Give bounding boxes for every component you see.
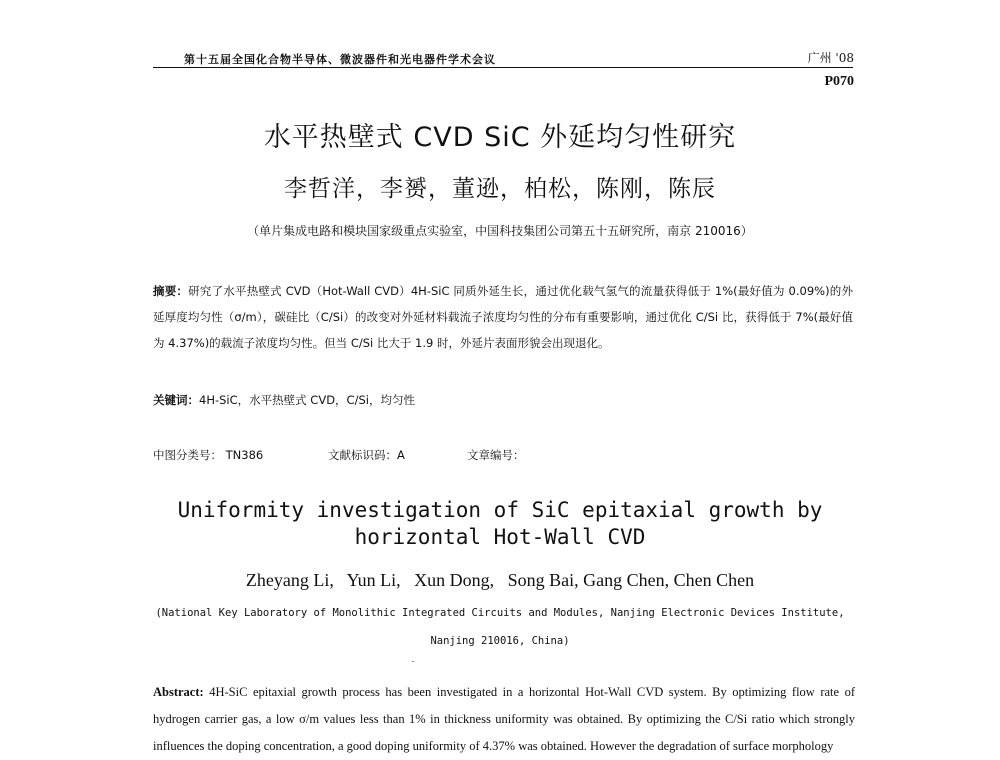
english-affiliation-line2: Nanjing 210016, China) — [430, 635, 570, 647]
chinese-keywords-label: 关键词： — [153, 393, 199, 407]
english-title-line1: Uniformity investigation of SiC epitaxial growth by — [177, 498, 823, 522]
english-abstract — [153, 679, 855, 760]
english-affiliation-line1: (National Key Laboratory of Monolithic Integrated Circuits and Modules, Nanjing Electronic Devices Institute, — [155, 607, 845, 619]
location-year: 广州 '08 — [807, 51, 854, 65]
english-abstract-label: Abstract: — [153, 685, 204, 699]
english-abstract-text: 4H-SiC epitaxial growth process has been investigated in a horizontal Hot-Wall CVD system. By optimizing flow rate of hydrogen carrier gas, a low σ/m values less than 1% in thickness uniformity was obtained. By optimizing the C/Si ratio which strongly influences the doping concentration, a good doping uniformity of 4.37% was obtained. However the degradation of surface morphology — [153, 685, 856, 753]
chinese-affiliation: （单片集成电路和模块国家级重点实验室，中国科技集团公司第五十五研究所，南京 210016） — [247, 224, 753, 238]
english-authors: Zheyang Li, Yun Li, Xun Dong, Song Bai, Gang Chen, Chen Chen — [245, 570, 755, 590]
header-rule — [153, 67, 853, 68]
document-code: 文献标识码：A — [328, 448, 405, 462]
classification-number: 中图分类号： TN386 — [153, 448, 264, 462]
chinese-abstract — [153, 278, 853, 356]
chinese-abstract-label: 摘要： — [153, 284, 189, 298]
paper-code: P070 — [824, 74, 854, 89]
chinese-keywords — [153, 392, 415, 408]
article-number: 文章编号： — [467, 448, 525, 462]
stray-mark — [412, 661, 414, 662]
conference-header: 第十五届全国化合物半导体、微波器件和光电器件学术会议 — [184, 53, 496, 66]
english-title — [0, 497, 1000, 551]
english-title-line2: horizontal Hot-Wall CVD — [354, 525, 646, 549]
chinese-abstract-text: 研究了水平热壁式 CVD（Hot-Wall CVD）4H-SiC 同质外延生长，通过优化载气氢气的流量获得低于 1%(最好值为 0.09%)的外延厚度均匀性（σ/m），碳硅比（C/Si）的改变对外延材料载流子浓度均匀性的分布有重要影响，通过优化 C/Si 比，获得低于 7%(最好值为 4.37%)的载流子浓度均匀性。但当 C/Si 比大于 1.9 时，外延片表面形貌会出现退化。 — [153, 284, 853, 350]
chinese-title: 水平热壁式 CVD SiC 外延均匀性研究 — [263, 122, 737, 153]
chinese-keywords-text: 4H-SiC，水平热壁式 CVD，C/Si，均匀性 — [199, 393, 415, 407]
chinese-authors: 李哲洋，李赟，董逊，柏松，陈刚，陈辰 — [284, 176, 716, 202]
english-affiliation — [0, 599, 1000, 655]
